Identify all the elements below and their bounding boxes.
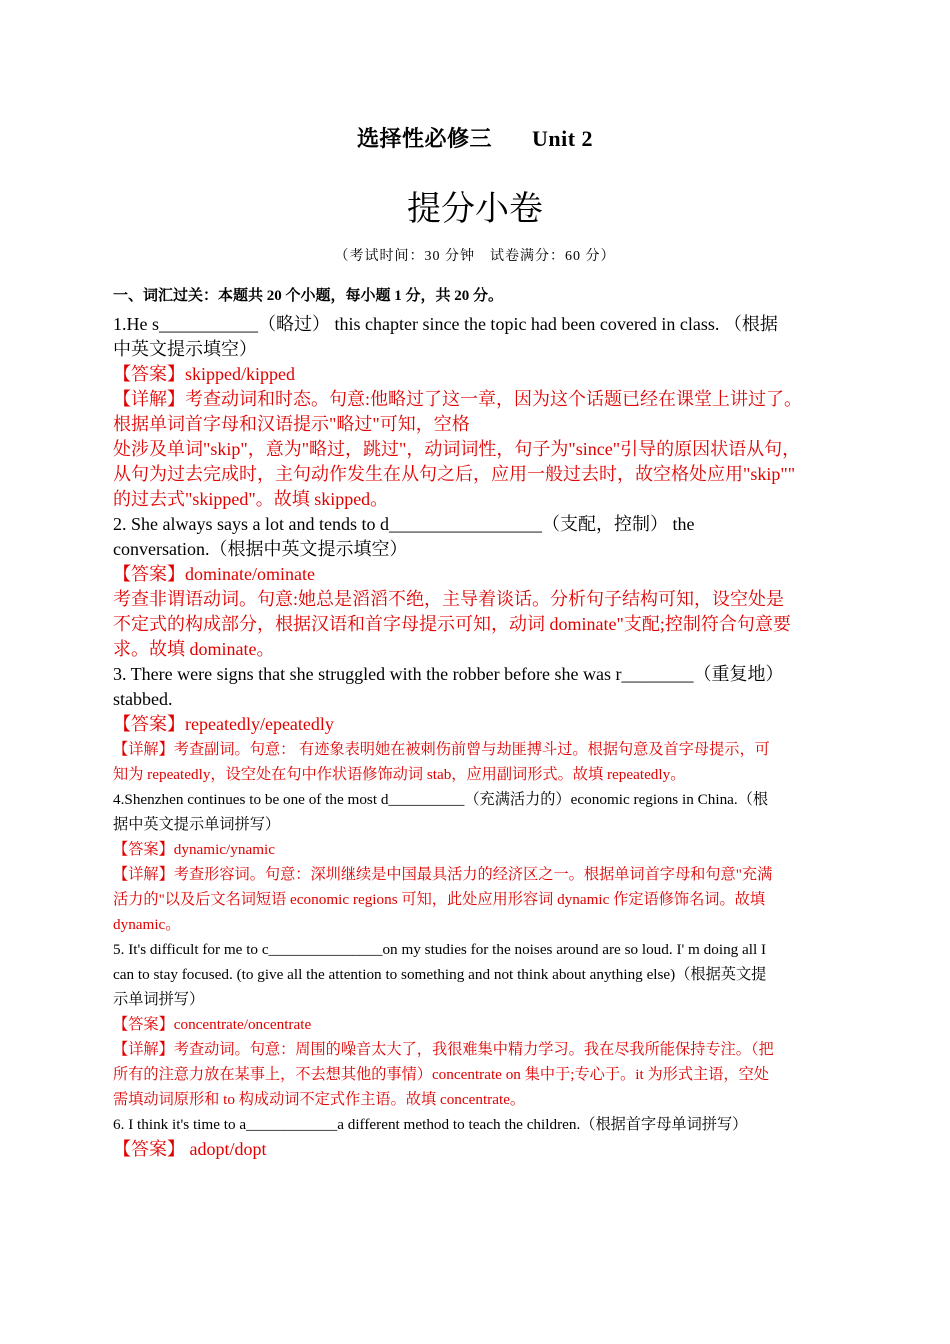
explanation-line: 【详解】考查动词。句意：周围的噪音太大了，我很难集中精力学习。我在尽我所能保持专注。（把 xyxy=(113,1041,774,1058)
explanation-line: 求。故填 dominate。 xyxy=(113,639,275,659)
explanation-line: 活力的"以及后文名词短语 economic regions 可知，此处应用形容词 dynamic 作定语修饰名词。故填 xyxy=(113,891,766,908)
question-text-line: can to stay focused. (to give all the attention to something and not think about anything else)（根据英文提 xyxy=(113,966,767,983)
question-text-line: 6. I think it's time to a____________a different method to teach the children.（根据首字母单词拼写） xyxy=(113,1116,748,1133)
explanation-line: 不定式的构成部分，根据汉语和首字母提示可知，动词 dominate"支配;控制符合句意要 xyxy=(113,614,791,634)
explanation-line: 的过去式"skipped"。故填 skipped。 xyxy=(113,489,389,509)
question-item xyxy=(113,937,843,1112)
question-item xyxy=(113,512,843,662)
document-subtitle: 提分小卷 xyxy=(407,189,543,229)
answer-line: 【答案】dominate/ominate xyxy=(113,564,315,584)
explanation-line: 所有的注意力放在某事上，不去想其他的事情）concentrate on 集中于;专心于。it 为形式主语，空处 xyxy=(113,1066,769,1083)
question-item xyxy=(113,662,843,787)
question-text-line: 2. She always says a lot and tends to d_________________（支配，控制） the xyxy=(113,514,695,534)
section-heading: 一、词汇过关：本题共 20 个小题，每小题 1 分，共 20 分。 xyxy=(113,288,504,304)
question-text-line: stabbed. xyxy=(113,689,173,709)
question-item xyxy=(113,1112,843,1162)
explanation-line: dynamic。 xyxy=(113,916,181,933)
question-text-line: 5. It's difficult for me to c_______________on my studies for the noises around are so loud. I' m doing all I xyxy=(113,941,767,958)
unit-name: Unit 2 xyxy=(531,126,594,151)
question-text-line: 据中英文提示单词拼写） xyxy=(113,816,281,833)
answer-line: 【答案】 adopt/dopt xyxy=(113,1139,267,1159)
answer-line: 【答案】skipped/kipped xyxy=(113,364,295,384)
exam-info: （考试时间：30 分钟 试卷满分：60 分） xyxy=(334,249,616,264)
question-text-line: 4.Shenzhen continues to be one of the most d__________（充满活力的）economic regions in China.（根 xyxy=(113,791,769,808)
explanation-line: 根据单词首字母和汉语提示"略过"可知，空格 xyxy=(113,414,470,434)
explanation-line: 考查非谓语动词。句意:她总是滔滔不绝，主导着谈话。分析句子结构可知，设空处是 xyxy=(113,589,784,609)
question-text-line: 3. There were signs that she struggled with the robber before she was r________（重复地） xyxy=(113,664,784,684)
question-text-line: 示单词拼写） xyxy=(113,991,205,1008)
explanation-line: 从句为过去完成时，主句动作发生在从句之后，应用一般过去时，故空格处应用"skip"" xyxy=(113,464,796,484)
course-name: 选择性必修三 xyxy=(356,126,492,151)
answer-line: 【答案】concentrate/oncentrate xyxy=(113,1016,312,1033)
question-item xyxy=(113,787,843,937)
answer-line: 【答案】dynamic/ynamic xyxy=(113,841,275,858)
explanation-line: 需填动词原形和 to 构成动词不定式作主语。故填 concentrate。 xyxy=(113,1091,526,1108)
question-text-line: 1.He s___________（略过） this chapter since the topic had been covered in class. （根据 xyxy=(113,314,778,334)
question-text-line: 中英文提示填空） xyxy=(113,339,257,359)
question-list xyxy=(113,312,843,1162)
explanation-line: 【详解】考查动词和时态。句意:他略过了这一章，因为这个话题已经在课堂上讲过了。 xyxy=(113,389,802,409)
answer-line: 【答案】repeatedly/epeatedly xyxy=(113,714,334,734)
question-item xyxy=(113,312,843,512)
explanation-line: 知为 repeatedly，设空处在句中作状语修饰动词 stab，应用副词形式。故填 repeatedly。 xyxy=(113,766,686,783)
explanation-line: 【详解】考查副词。句意： 有迹象表明她在被刺伤前曾与劫匪搏斗过。根据句意及首字母提示，可 xyxy=(113,741,770,758)
explanation-line: 处涉及单词"skip"，意为"略过，跳过"，动词词性，句子为"since"引导的原因状语从句， xyxy=(113,439,801,459)
document-title xyxy=(113,122,837,153)
explanation-line: 【详解】考查形容词。句意：深圳继续是中国最具活力的经济区之一。根据单词首字母和句意"充满 xyxy=(113,866,773,883)
question-text-line: conversation.（根据中英文提示填空） xyxy=(113,539,408,559)
